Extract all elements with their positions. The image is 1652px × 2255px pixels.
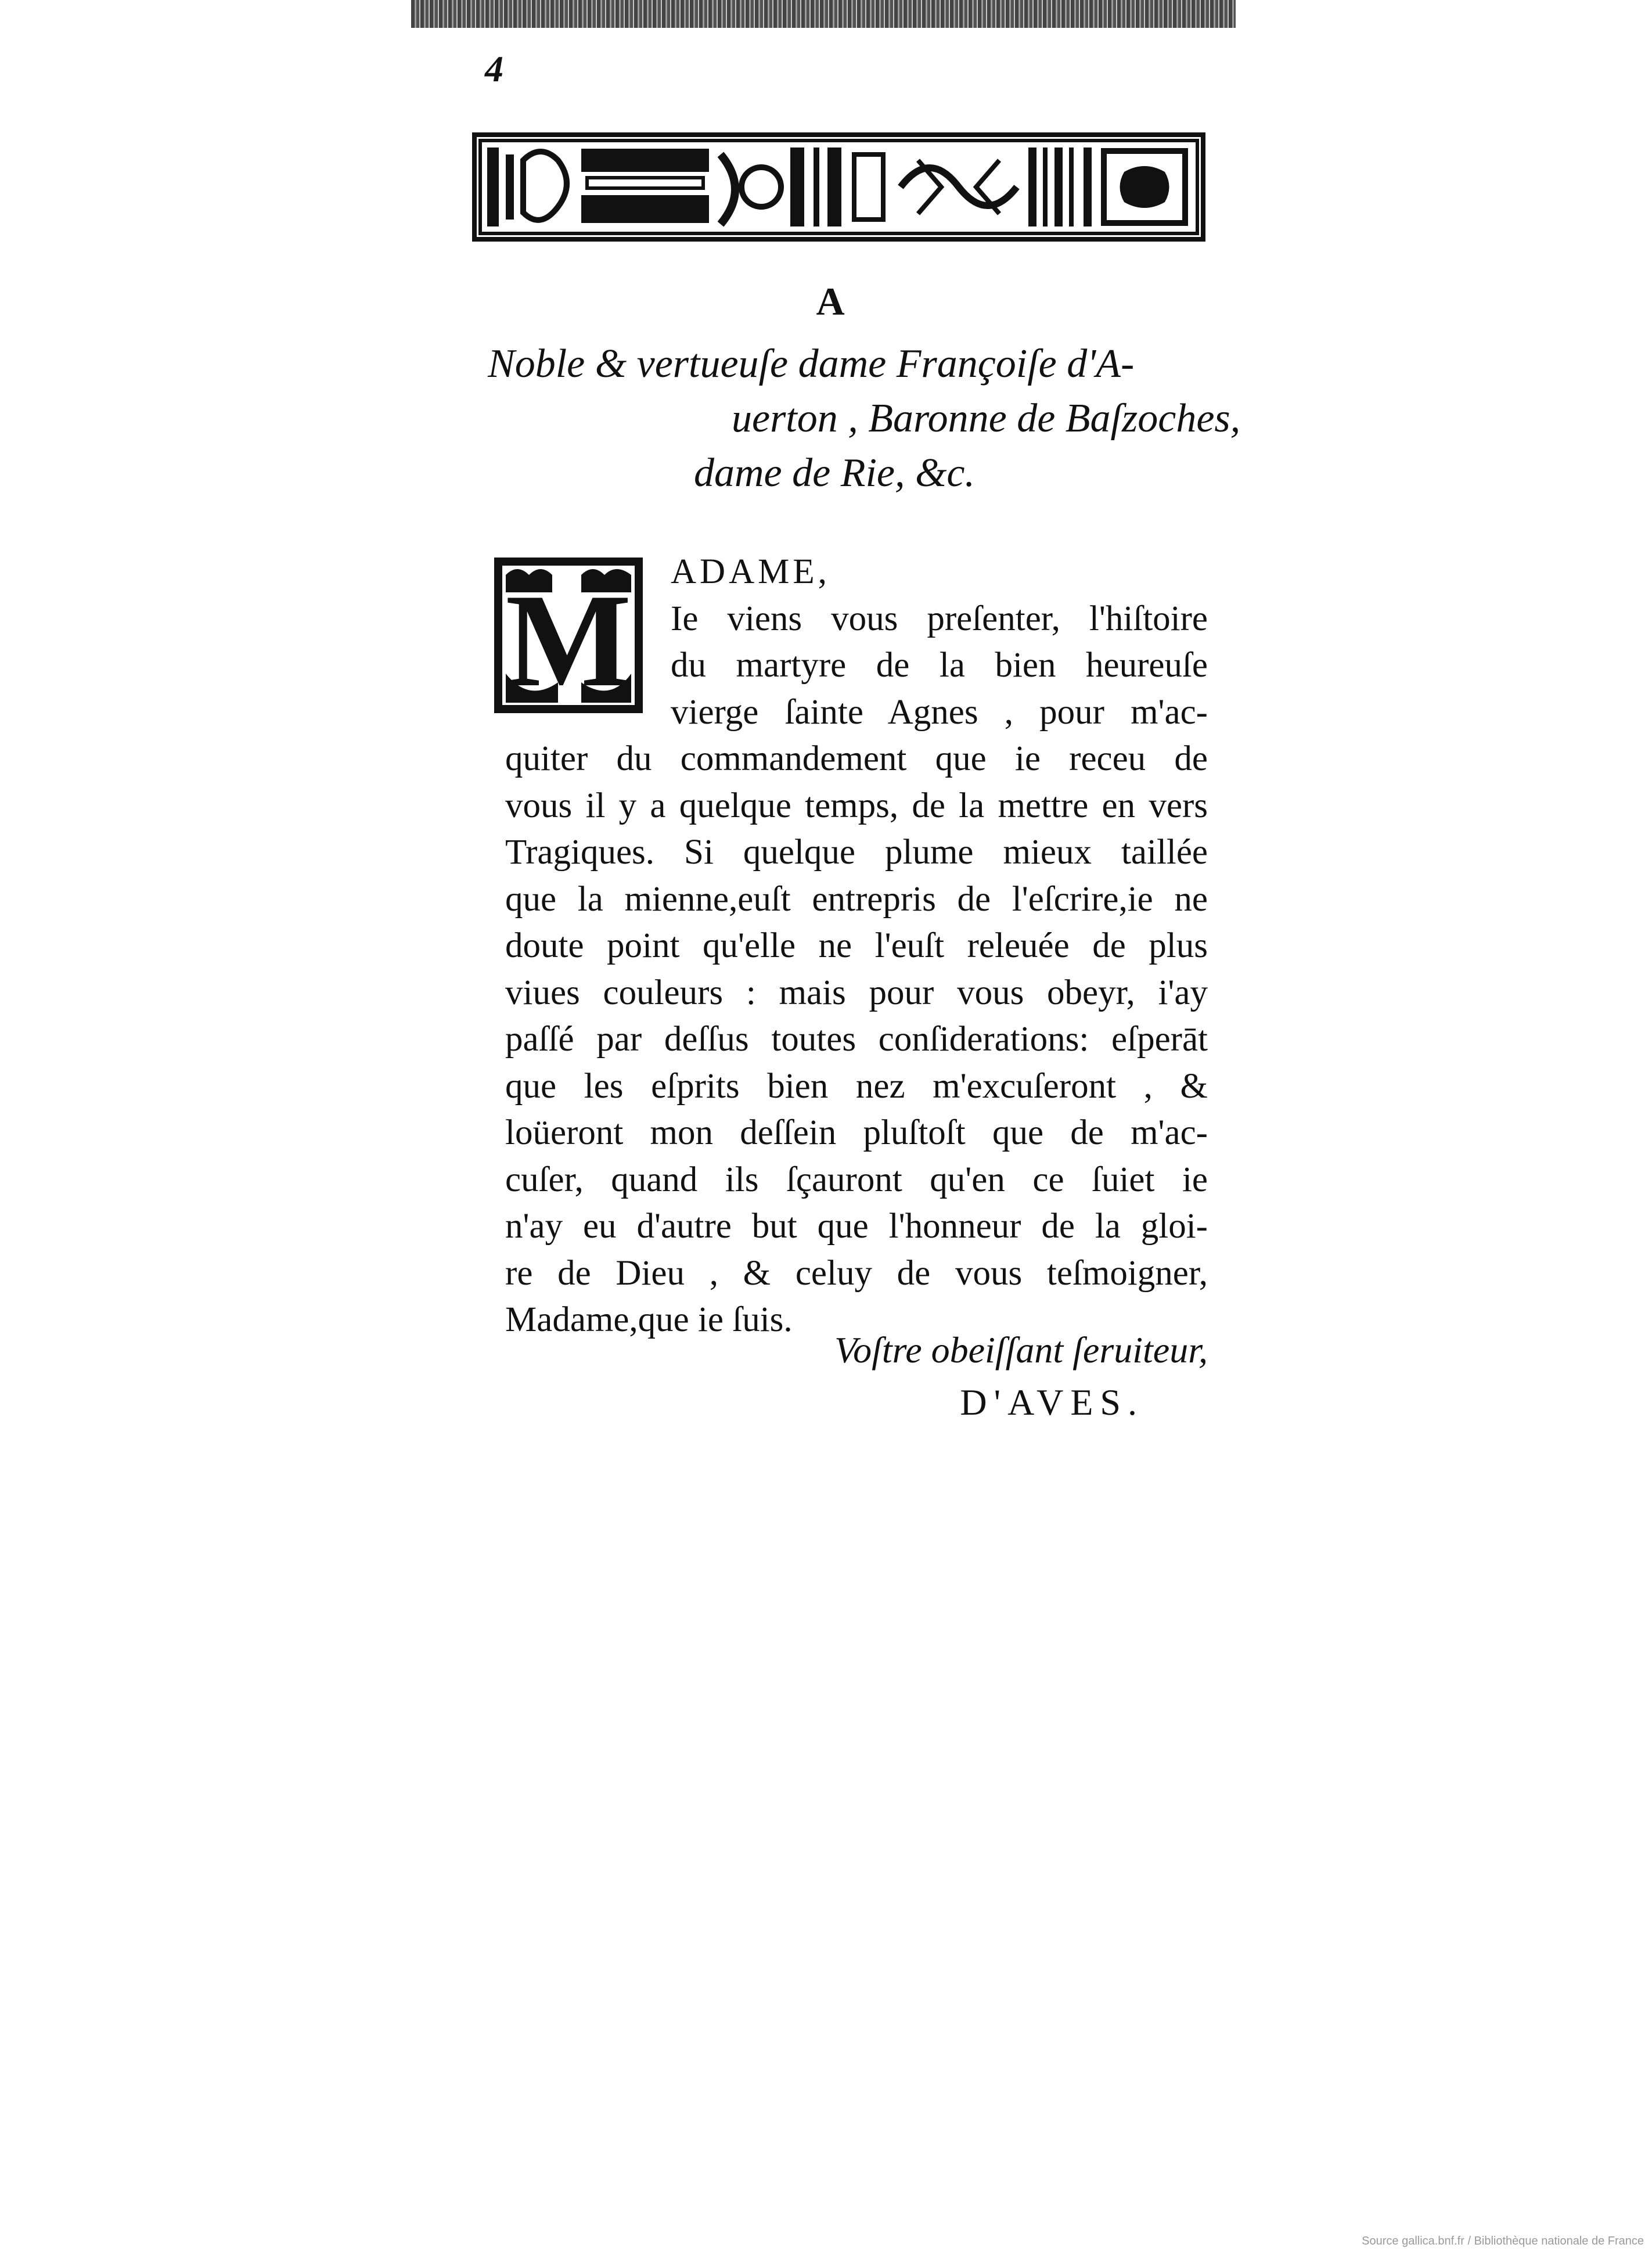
addressee-line: uerton , Baronne de Baſzoches, [732,396,1241,441]
dedication-heading: A [816,279,845,323]
letter-line: quiter du commandement que ie receu de [505,739,1208,778]
letter-line: Madame,que ie ſuis. [505,1300,793,1339]
letter-line: loüeront mon deſſein pluſtoſt que de m'ac- [505,1113,1208,1152]
closing-signature [790,1324,1208,1429]
letter-body [505,549,1208,1344]
closing-line: Voſtre obeiſſant ſeruiteur, [834,1329,1208,1371]
letter-line: que la mienne,euſt entrepris de l'eſcrire,ie ne [505,879,1208,919]
top-page-edge [411,0,1236,28]
letter-line: du martyre de la bien heureuſe [671,646,1208,685]
addressee-block [482,337,1241,501]
letter-line: paſſé par deſſus toutes conſiderations: eſperāt [505,1020,1208,1059]
signature: D'AVES. [960,1382,1144,1423]
drop-cap-letter: M [505,566,632,713]
letter-line: vierge ſainte Agnes , pour m'ac- [671,692,1208,732]
letter-line: re de Dieu , & celuy de vous teſmoigner, [505,1253,1208,1293]
addressee-line: dame de Rie, &c. [694,451,975,495]
letter-line: vous il y a quelque temps, de la mettre en vers [505,786,1208,825]
source-credit: Source gallica.bnf.fr / Bibliothèque nationale de France [1362,2235,1644,2247]
page-number: 4 [485,48,503,89]
salutation: ADAME, [671,552,830,591]
letter-line: que les eſprits bien nez m'excuſeront , & [505,1066,1208,1106]
letter-line: viues couleurs : mais pour vous obeyr, i'ay [505,973,1208,1012]
letter-line: doute point qu'elle ne l'euſt releuée de plus [505,926,1208,965]
addressee-line: Noble & vertueuſe dame Françoiſe d'A- [488,341,1135,386]
letter-line: n'ay eu d'autre but que l'honneur de la gloi- [505,1207,1208,1246]
letter-line: Tragiques. Si quelque plume mieux taillée [505,833,1208,872]
letter-line: cuſer, quand ils ſçauront qu'en ce ſuiet ie [505,1160,1208,1199]
woodcut-ornament-banner [472,132,1205,242]
letter-line: Ie viens vous preſenter, l'hiſtoire [671,599,1208,638]
